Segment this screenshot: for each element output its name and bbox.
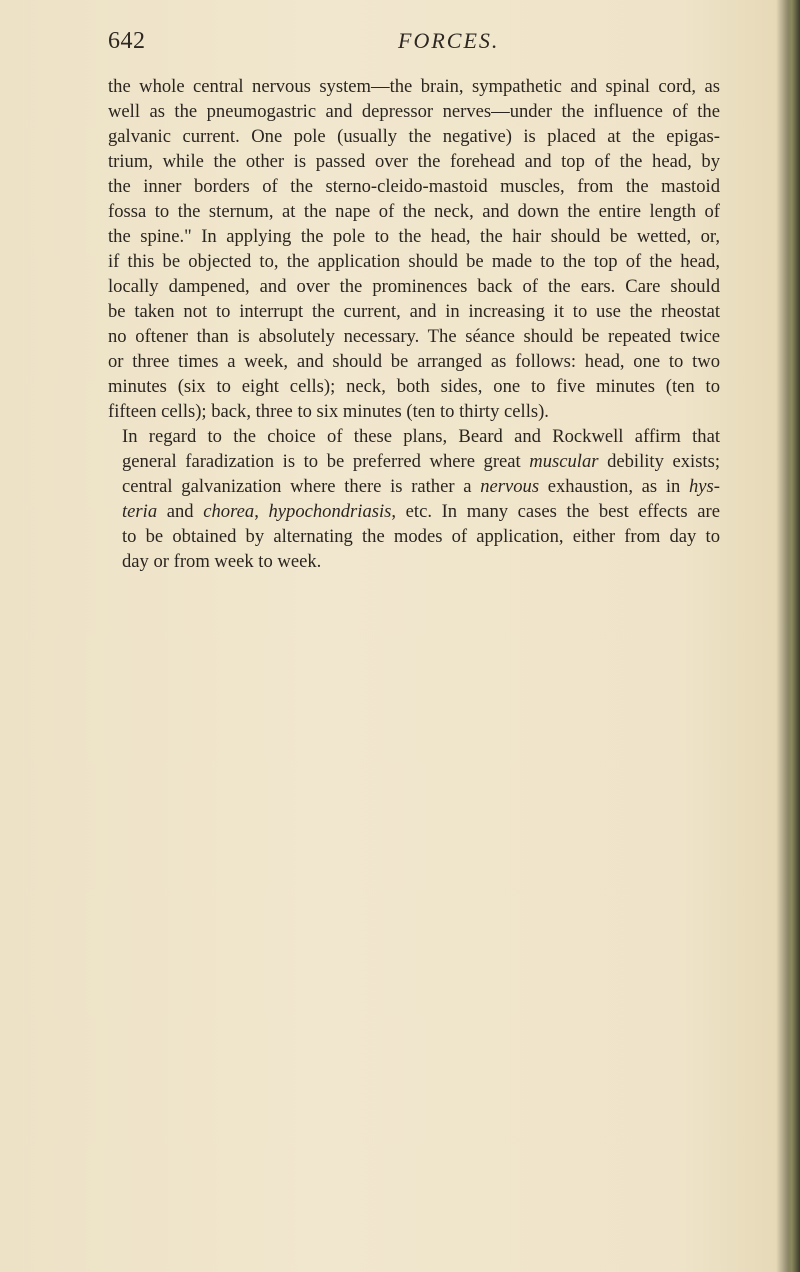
text-line: fifteen cells); back, three to six minutes (ten to thirty cells). — [108, 401, 549, 422]
text-line: the spine." In applying the pole to the head, the hair should be wetted, or, — [108, 226, 720, 247]
text-run: general faradization is to be preferred where great — [122, 451, 530, 472]
text-line: trium, while the other is passed over the forehead and top of the head, by — [108, 151, 720, 172]
text-run: to be obtained by alternating the modes of application, either from day to — [122, 526, 720, 547]
body-text — [108, 74, 720, 574]
text-line — [108, 549, 720, 574]
text-line — [108, 499, 720, 524]
text-run: , etc. In many cases the best effects are — [391, 501, 720, 522]
text-line: no oftener than is absolutely necessary. The séance should be repeated twice — [108, 326, 720, 347]
text-run: debility exists; — [598, 451, 720, 472]
text-run: day or from week to week. — [122, 551, 322, 572]
text-line: locally dampened, and over the prominences back of the ears. Care should — [108, 276, 720, 297]
paragraph — [108, 74, 720, 424]
text-run: In regard to the choice of these plans, Beard and Rockwell affirm that — [122, 426, 720, 447]
italic-term: muscular — [529, 451, 599, 472]
text-run: and — [157, 501, 204, 522]
italic-term: chorea — [203, 501, 255, 522]
text-line — [108, 449, 720, 474]
text-line: or three times a week, and should be arranged as follows: head, one to two — [108, 351, 720, 372]
italic-term: teria — [122, 501, 158, 522]
page-number: 642 — [108, 28, 146, 54]
text-line — [108, 424, 720, 449]
text-line: the inner borders of the sterno-cleido-mastoid muscles, from the mastoid — [108, 176, 720, 197]
text-line: be taken not to interrupt the current, and in increasing it to use the rheostat — [108, 301, 720, 322]
text-line: if this be objected to, the application should be made to the top of the head, — [108, 251, 720, 272]
text-line — [108, 474, 720, 499]
text-line: fossa to the sternum, at the nape of the neck, and down the entire length of — [108, 201, 720, 222]
italic-term: hypochondriasis — [268, 501, 392, 522]
text-line — [108, 524, 720, 549]
text-run: exhaustion, as in — [539, 476, 689, 497]
italic-term: nervous — [480, 476, 540, 497]
text-run: central galvanization where there is rather a — [122, 476, 481, 497]
italic-term: hys- — [689, 476, 720, 497]
running-head — [108, 28, 708, 64]
text-line: the whole central nervous system—the brain, sympathetic and spinal cord, as — [108, 76, 720, 97]
page-binding-edge — [786, 0, 800, 1272]
running-title: FORCES. — [398, 28, 500, 53]
text-run: , — [254, 501, 269, 522]
text-line: minutes (six to eight cells); neck, both sides, one to five minutes (ten to — [108, 376, 720, 397]
text-line: well as the pneumogastric and depressor nerves—under the influence of the — [108, 101, 720, 122]
paragraph — [108, 424, 720, 574]
text-line: galvanic current. One pole (usually the negative) is placed at the epigas- — [108, 126, 720, 147]
